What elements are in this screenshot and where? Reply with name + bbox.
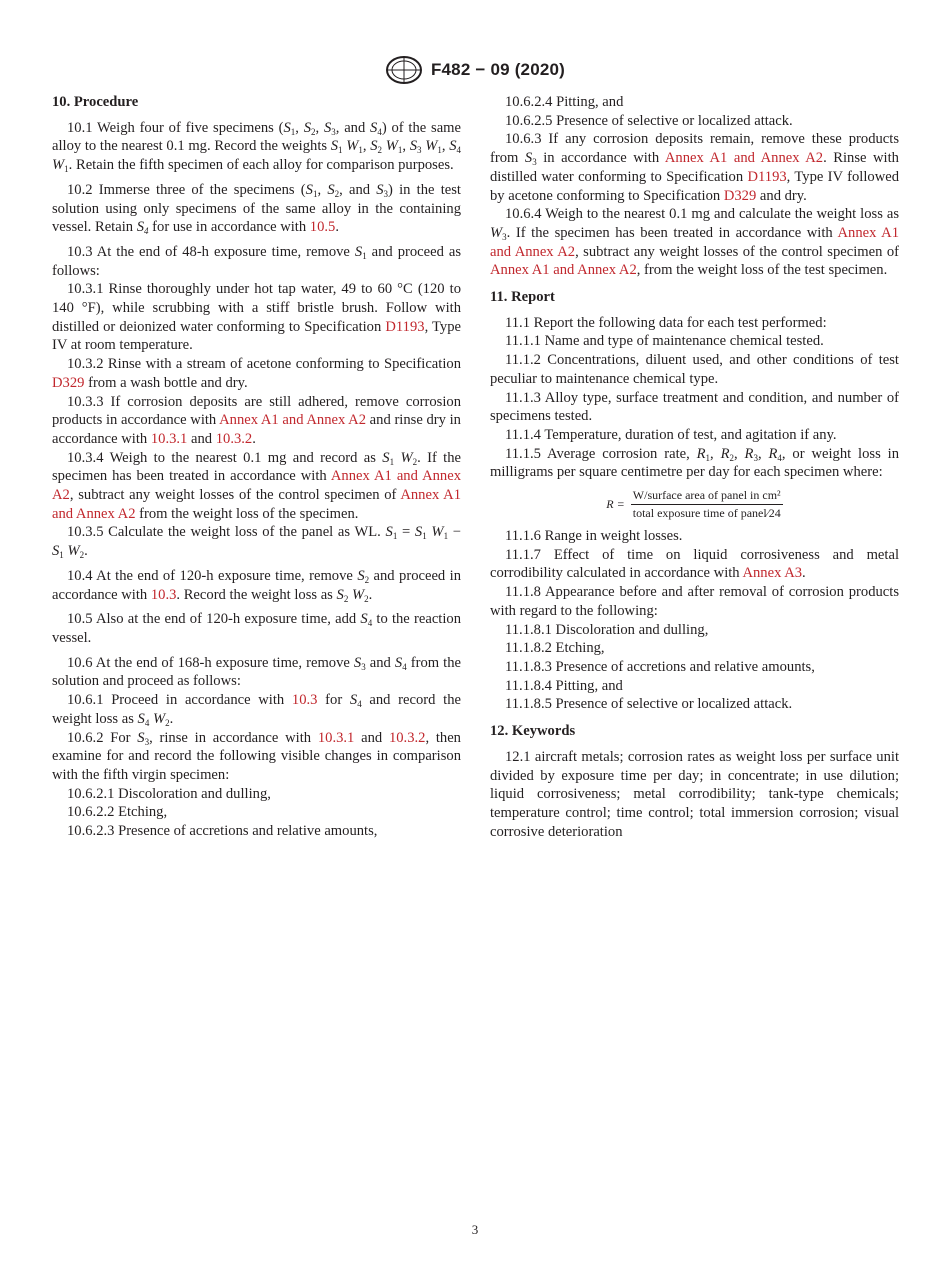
page-number: 3 [471,1222,479,1237]
astm-logo-icon [385,55,423,85]
para-11-1-8-1: 11.1.8.1 Discoloration and dulling, [505,621,709,638]
para-12-1: 12.1 aircraft metals; corrosion rates as weight loss per surface unit divided by exposure time per day; in concentrate; in use dilution; liquid corrosiveness; metal corrodibility; tank-type chemicals; temperature control; time control; total immersion corrosion; visual corrosive deterioration [490,748,899,840]
para-11-1-8-4: 11.1.8.4 Pitting, and [505,677,623,694]
link-10-3-1[interactable]: 10.3.1 [150,430,188,447]
link-annex-a1-a2[interactable]: Annex A1 and Annex A2 [219,412,366,429]
link-10-5[interactable]: 10.5 [309,219,336,236]
link-annex-a1-a2[interactable]: Annex A1 and Annex A2 [490,262,637,279]
link-10-3[interactable]: 10.3 [291,692,318,709]
left-column [52,93,461,841]
para-10-2: 10.2 Immerse three of the specimens ($S_1$, $S_2$, and $S_3$) in the test solution using only specimens of the same alloy in the containing vessel. Retain $S_4$ for use in accordance with 10.5. [52,181,461,237]
link-d1193[interactable]: D1193 [385,318,425,335]
formula-lhs: R = [606,497,625,512]
para-10-3-5: 10.3.5 Calculate the weight loss of the panel as WL. $S_1 = S_1$ $W_1 - S_1$ $W_2$. [52,524,461,561]
section-heading-keywords: 12. Keywords [490,723,576,740]
para-11-1-6: 11.1.6 Range in weight losses. [505,528,683,545]
para-10-6-2-2: 10.6.2.2 Etching, [67,804,168,821]
corrosion-rate-formula [490,488,899,521]
para-10-6-1: 10.6.1 Proceed in accordance with 10.3 for $S_4$ and record the weight loss as $S_4$ $W_2$. [52,692,461,728]
para-10-1: 10.1 Weigh four of five specimens ($S_1$, $S_2$, $S_3$, and $S_4$) of the same alloy to the nearest 0.1 mg. Record the weights $S_1$ $W_1$, $S_2$ $W_1$, $S_3$ $W_1$, $S_4$ $W_1$. Retain the fifth specimen of each alloy for comparison purposes. [52,119,462,175]
para-10-6-3: 10.6.3 If any corrosion deposits remain, remove these products from $S_3$ in accordance with Annex A1 and Annex A2. Rinse with distilled water conforming to Specification D1193, Type IV followed by acetone conforming to Specification D329 and dry. [490,131,900,204]
link-10-3-2[interactable]: 10.3.2 [388,729,426,746]
para-11-1-1: 11.1.1 Name and type of maintenance chemical tested. [505,333,824,350]
link-annex-a1-a2[interactable]: Annex A1 and Annex A2 [664,150,824,167]
link-annex-a1-a2[interactable]: Annex A1 and Annex A2 [52,468,461,504]
right-column [490,93,899,841]
link-d1193[interactable]: D1193 [747,168,787,185]
para-10-6-4: 10.6.4 Weigh to the nearest 0.1 mg and calculate the weight loss as $W_3$. If the specimen has been treated in accordance with Annex A1 and Annex A2, subtract any weight losses of the control specimen of Annex A1 and Annex A2, from the weight loss of the test specimen. [490,206,899,279]
para-10-6-2-4: 10.6.2.4 Pitting, and [505,94,624,110]
link-10-3-2[interactable]: 10.3.2 [215,430,253,447]
link-10-3-1[interactable]: 10.3.1 [317,729,355,746]
link-annex-a1-a2[interactable]: Annex A1 and Annex A2 [52,487,461,522]
link-d329[interactable]: D329 [723,187,757,204]
section-heading-report: 11. Report [490,289,555,306]
formula-numerator: W/surface area of panel in cm² [631,488,783,505]
para-10-6-2-1: 10.6.2.1 Discoloration and dulling, [67,785,271,802]
para-11-1: 11.1 Report the following data for each test performed: [505,314,827,331]
para-10-3: 10.3 At the end of 48-h exposure time, remove $S_1$ and proceed as follows: [52,243,462,279]
para-10-3-4: 10.3.4 Weigh to the nearest 0.1 mg and record as $S_1$ $W_2$. If the specimen has been treated in accordance with Annex A1 and Annex A2, subtract any weight losses of the control specimen of Annex A1 and Annex A2 from the weight loss of the specimen. [52,449,462,522]
para-11-1-8-5: 11.1.8.5 Presence of selective or localized attack. [505,696,793,713]
page-header [0,55,950,85]
para-11-1-4: 11.1.4 Temperature, duration of test, and agitation if any. [505,426,837,443]
formula-fraction [631,488,783,521]
para-10-3-3: 10.3.3 If corrosion deposits are still adhered, remove corrosion products in accordance with Annex A1 and Annex A2 and rinse dry in accordance with 10.3.1 and 10.3.2. [52,393,461,447]
document-designation: F482 − 09 (2020) [430,60,566,79]
para-11-1-8: 11.1.8 Appearance before and after removal of corrosion products with regard to the following: [490,584,899,619]
para-10-6-2-3: 10.6.2.3 Presence of accretions and relative amounts, [67,823,378,840]
para-10-3-1: 10.3.1 Rinse thoroughly under hot tap water, 49 to 60 °C (120 to 140 °F), while scrubbing with a stiff bristle brush. Follow with distilled or deionized water conforming to Specification D1193, Type IV at room temperature. [52,281,462,354]
para-10-4: 10.4 At the end of 120-h exposure time, remove $S_2$ and proceed in accordance with 10.3. Record the weight loss as $S_2$ $W_2$. [52,567,461,604]
para-11-1-5: 11.1.5 Average corrosion rate, $R_1$, $R_2$, $R_3$, $R_4$, or weight loss in milligrams per square centimetre per day for each specimen where: [490,445,900,481]
para-11-1-8-3: 11.1.8.3 Presence of accretions and relative amounts, [505,658,815,675]
link-annex-a3[interactable]: Annex A3 [742,565,803,582]
para-11-1-2: 11.1.2 Concentrations, diluent used, and other conditions of test peculiar to maintenance chemical type. [490,352,899,387]
para-10-5: 10.5 Also at the end of 120-h exposure time, add $S_4$ to the reaction vessel. [52,611,461,646]
para-10-6-2-5: 10.6.2.5 Presence of selective or localized attack. [505,112,793,129]
para-11-1-3: 11.1.3 Alloy type, surface treatment and condition, and number of specimens tested. [490,389,899,425]
para-11-1-7: 11.1.7 Effect of time on liquid corrosiveness and metal corrodibility calculated in accordance with Annex A3. [490,546,899,582]
para-10-3-2: 10.3.2 Rinse with a stream of acetone conforming to Specification D329 from a wash bottle and dry. [52,356,461,391]
para-11-1-8-2: 11.1.8.2 Etching, [505,640,605,657]
section-heading-procedure: 10. Procedure [52,94,139,110]
link-d329[interactable]: D329 [52,374,85,391]
para-10-6: 10.6 At the end of 168-h exposure time, remove $S_3$ and $S_4$ from the solution and proceed as follows: [52,654,462,690]
formula-denominator: total exposure time of panel⁄24 [632,506,781,521]
para-10-6-2: 10.6.2 For $S_3$, rinse in accordance with 10.3.1 and 10.3.2, then examine for and record the following visible changes in comparison with the fifth virgin specimen: [52,729,461,783]
link-annex-a1-a2[interactable]: Annex A1 and Annex A2 [490,224,899,260]
link-10-3[interactable]: 10.3 [150,586,177,603]
